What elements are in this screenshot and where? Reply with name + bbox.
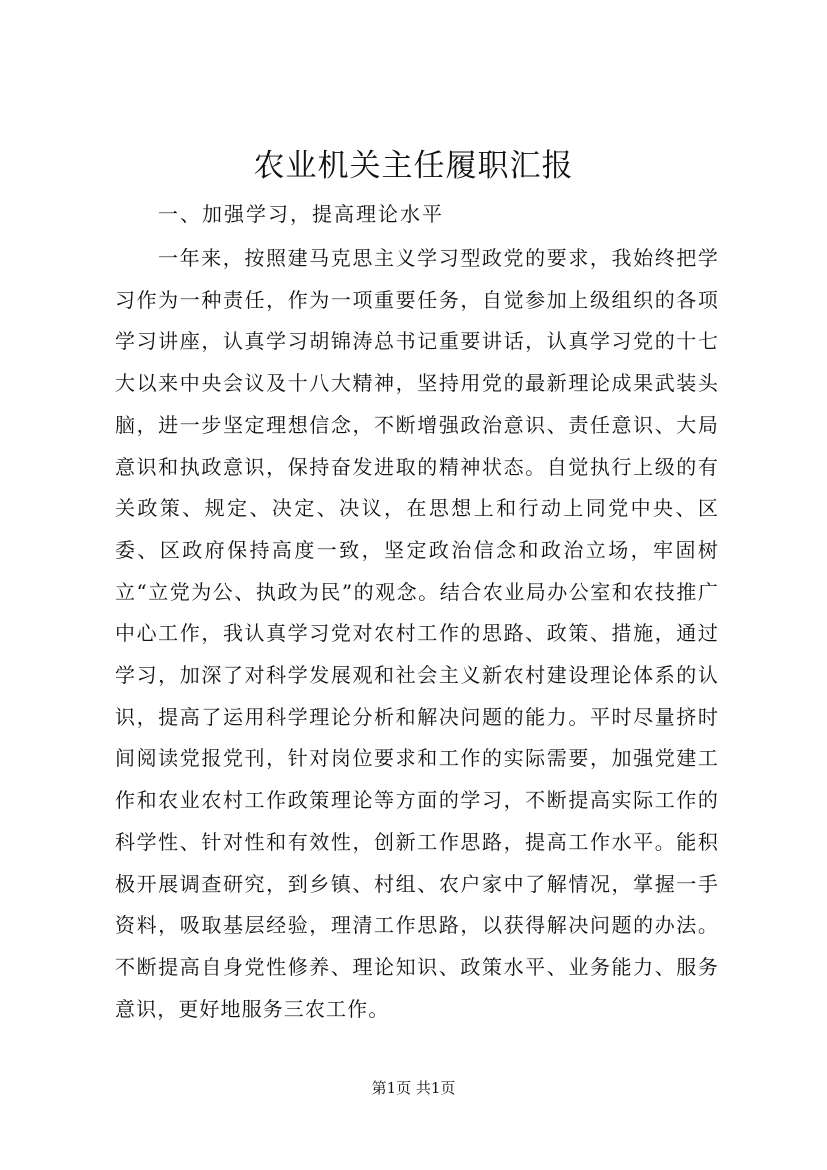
document-title: 农业机关主任履职汇报 <box>253 148 574 184</box>
page-footer: 第1页 共1页 <box>371 1079 456 1097</box>
section-heading: 一、加强学习，提高理论水平 <box>158 202 444 226</box>
body-paragraph: 一年来，按照建马克思主义学习型政党的要求，我始终把学习作为一种责任，作为一项重要任务，自觉参加上级组织的各项学习讲座，认真学习胡锦涛总书记重要讲话，认真学习党的十七大以来中央会议及十八大精神，坚持用党的最新理论成果武装头脑，进一步坚定理想信念，不断增强政治意识、责任意识、大局意识和执政意识，保持奋发进取的精神状态。自觉执行上级的有关政策、规定、决定、决议，在思想上和行动上同党中央、区委、区政府保持高度一致，坚定政治信念和政治立场，牢固树立“立党为公、执政为民”的观念。结合农业局办公室和农技推广中心工作，我认真学习党对农村工作的思路、政策、措施，通过学习，加深了对科学发展观和社会主义新农村建设理论体系的认识，提高了运用科学理论分析和解决问题的能力。平时尽量挤时间阅读党报党刊，针对岗位要求和工作的实际需要，加强党建工作和农业农村工作政策理论等方面的学习，不断提高实际工作的科学性、针对性和有效性，创新工作思路，提高工作水平。能积极开展调查研究，到乡镇、村组、农户家中了解情况，掌握一手资料，吸取基层经验，理清工作思路，以获得解决问题的办法。不断提高自身党性修养、理论知识、政策水平、业务能力、服务意识，更好地服务三农工作。 <box>115 246 719 1021</box>
